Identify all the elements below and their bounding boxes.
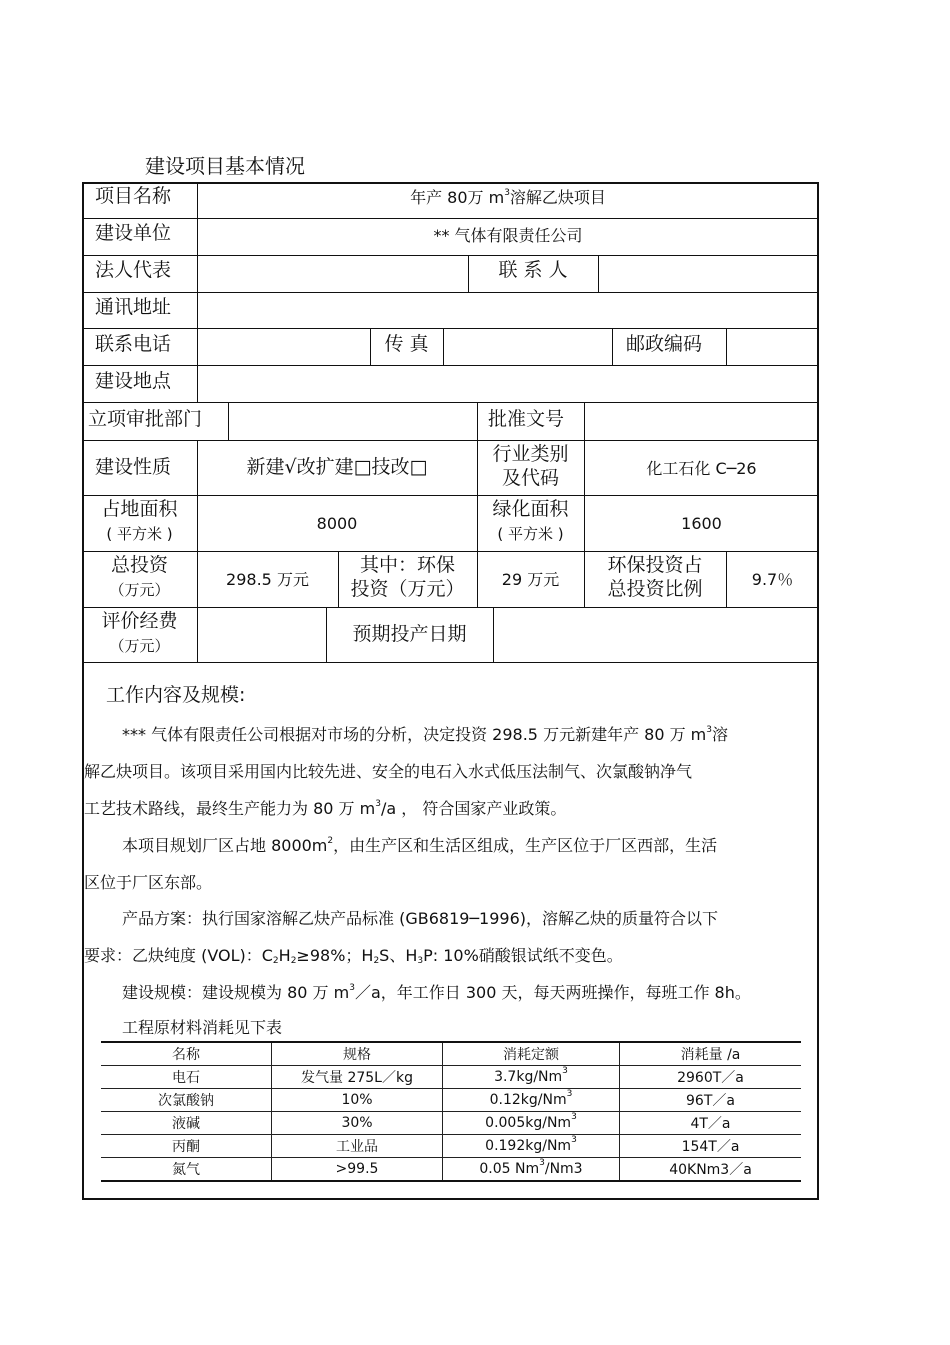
approval-dept-label: 立项审批部门: [88, 408, 203, 430]
material-name: 电石: [101, 1066, 272, 1089]
build-unit-value: ** 气体有限责任公司: [433, 226, 583, 245]
material-quota: 0.12kg/Nm$^3$: [443, 1089, 620, 1112]
work-paragraph-1-line-3: 工艺技术路线，最终生产能力为 80 万 $m^3/a$ ， 符合国家产业政策。: [84, 799, 567, 818]
material-quota: 3.7kg/Nm$^3$: [443, 1066, 620, 1089]
nature-value: 新建√改扩建□技改□: [246, 456, 428, 478]
row-divider: [82, 662, 819, 663]
table-header: 消耗定额: [443, 1042, 620, 1066]
env-ratio-label: 环保投资占 总投资比例: [607, 554, 703, 600]
material-spec: 10%: [272, 1089, 443, 1112]
work-heading: 工作内容及规模:: [106, 684, 246, 706]
col-divider: [228, 402, 229, 440]
material-spec: >99.5: [272, 1158, 443, 1182]
material-amount: 40KNm3／a: [620, 1158, 802, 1182]
address-label: 通讯地址: [95, 296, 172, 318]
materials-caption: 工程原材料消耗见下表: [122, 1018, 283, 1037]
material-name: 氮气: [101, 1158, 272, 1182]
material-spec: 工业品: [272, 1135, 443, 1158]
project-name-value: 年产 80万 $m^3$溶解乙炔项目: [410, 188, 606, 207]
material-name: 次氯酸钠: [101, 1089, 272, 1112]
work-paragraph-2-line-2: 区位于厂区东部。: [84, 873, 213, 892]
material-name: 液碱: [101, 1112, 272, 1135]
land-area-value: 8000: [316, 514, 358, 533]
table-header: 名称: [101, 1042, 272, 1066]
material-spec: 发气量 275L／kg: [272, 1066, 443, 1089]
work-paragraph-3-line-2: 要求：乙炔纯度 (VOL)：$C_2H_2\ge 98\%$；$H_2S$、$H_3P$: 10%硝酸银试纸不变色。: [84, 946, 623, 966]
contact-person-label: 联 系 人: [498, 259, 568, 281]
work-paragraph-2-line-1: 本项目规划厂区占地 $8000m^2$，由生产区和生活区组成，生产区位于厂区西部，生活: [122, 836, 718, 855]
materials-table: [101, 1041, 801, 1182]
material-amount: 96T／a: [620, 1089, 802, 1112]
work-paragraph-3-line-1: 产品方案：执行国家溶解乙炔产品标准 (GB6819─1996)，溶解乙炔的质量符合以下: [122, 909, 719, 928]
row-divider: [82, 292, 819, 293]
legal-rep-label: 法人代表: [95, 259, 172, 281]
material-quota: 0.005kg/Nm$^3$: [443, 1112, 620, 1135]
work-paragraph-4: 建设规模：建设规模为 80 万 $m^3/a$，年工作日 300 天，每天两班操作，每班工作 8h。: [122, 983, 751, 1002]
col-divider: [598, 255, 599, 292]
row-divider: [82, 365, 819, 366]
production-date-label: 预期投产日期: [352, 623, 467, 645]
green-area-value: 1600: [681, 514, 722, 533]
approval-doc-label: 批准文号: [488, 408, 565, 430]
row-divider: [82, 218, 819, 219]
site-label: 建设地点: [95, 370, 172, 392]
project-name-label: 项目名称: [95, 185, 172, 207]
build-unit-label: 建设单位: [95, 222, 172, 244]
col-divider: [612, 328, 613, 365]
env-investment-value: 29 万元: [501, 570, 560, 589]
material-spec: 30%: [272, 1112, 443, 1135]
row-divider: [82, 607, 819, 608]
eval-fee-label: 评价经费 （万元）: [101, 610, 178, 655]
material-name: 丙酮: [101, 1135, 272, 1158]
industry-code-value: 化工石化 C─26: [646, 459, 757, 478]
table-row: [101, 1112, 801, 1135]
material-quota: 0.05 Nm$^3$/Nm3: [443, 1158, 620, 1182]
col-divider: [493, 607, 494, 662]
row-divider: [82, 255, 819, 256]
material-amount: 4T／a: [620, 1112, 802, 1135]
table-header: 规格: [272, 1042, 443, 1066]
total-investment-value: 298.5 万元: [226, 570, 309, 589]
land-area-label: 占地面积 ( 平方米 ): [101, 498, 178, 543]
table-row: [101, 1066, 801, 1089]
col-divider: [726, 328, 727, 365]
env-investment-label: 其中：环保 投资（万元）: [350, 554, 465, 600]
fax-label: 传 真: [384, 333, 429, 355]
table-row: [101, 1135, 801, 1158]
col-divider: [197, 182, 198, 402]
total-investment-label: 总投资 （万元）: [109, 554, 170, 599]
env-ratio-value: 9.7％: [751, 570, 794, 589]
section-title: 建设项目基本情况: [145, 154, 305, 178]
row-divider: [82, 328, 819, 329]
row-divider: [82, 402, 819, 403]
row-divider: [82, 495, 819, 496]
table-row: [101, 1158, 801, 1182]
table-header-row: [101, 1042, 801, 1066]
col-divider: [443, 328, 444, 365]
material-amount: 2960T／a: [620, 1066, 802, 1089]
table-row: [101, 1089, 801, 1112]
row-divider: [82, 551, 819, 552]
work-paragraph-1-line-1: *** 气体有限责任公司根据对市场的分析，决定投资 298.5 万元新建年产 80 万 $m^3$溶: [122, 725, 729, 744]
table-header: 消耗量 /a: [620, 1042, 802, 1066]
postcode-label: 邮政编码: [626, 333, 703, 355]
row-divider: [82, 440, 819, 441]
industry-label: 行业类别 及代码: [492, 443, 569, 489]
green-area-label: 绿化面积 ( 平方米 ): [492, 498, 569, 543]
work-paragraph-1-line-2: 解乙炔项目。该项目采用国内比较先进、安全的电石入水式低压法制气、次氯酸钠净气: [84, 762, 693, 781]
phone-label: 联系电话: [95, 333, 172, 355]
material-quota: 0.192kg/Nm$^3$: [443, 1135, 620, 1158]
material-amount: 154T／a: [620, 1135, 802, 1158]
nature-label: 建设性质: [95, 456, 172, 478]
